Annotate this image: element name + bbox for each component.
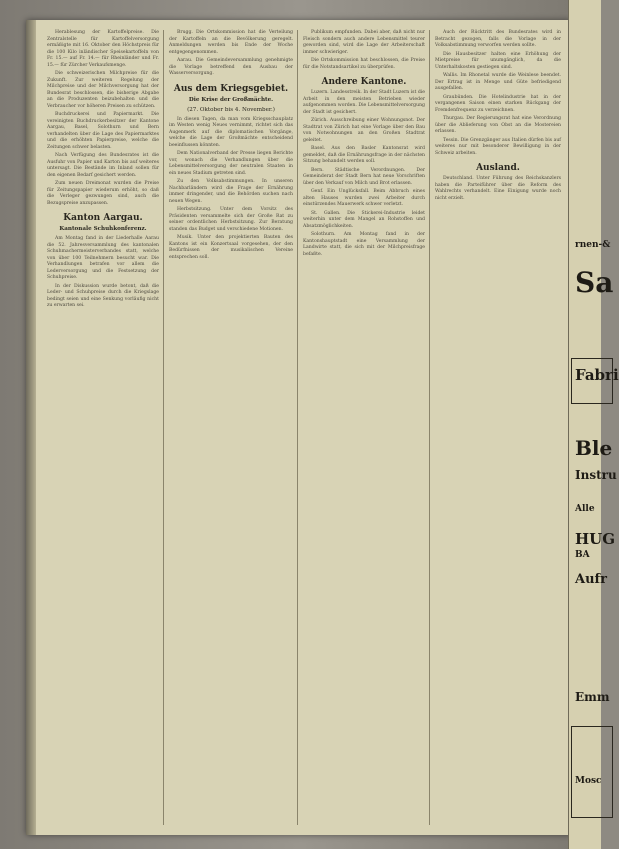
article-paragraph: Die schweizerischen Milchpreise für die Zukunft. Zur weiteren Regelung der Milchpreise und der Milchversorgung hat der Bundesrat beschlossen, die bisherige Abgabe an die Produzenten beizubehalten und die Verbraucher vor höheren Preisen zu schützen. [47, 71, 159, 109]
article-paragraph: Herbstsitzung. Unter dem Vorsitz des Präsidenten versammelte sich der Große Rat zu seiner ordentlichen Herbstsitzung. Zur Beratung standen das Budget und verschiedene Motionen. [169, 207, 293, 232]
article-paragraph: Am Montag fand in der Liederhalle Aarau die 52. Jahresversammlung des kantonalen Schuhmachermeisterverbandes statt, welche von über 100 Teilnehmern besucht war. Die Verhandlungen betrafen vor allem die Lederversorgung und die Festsetzung der Schuhpreise. [47, 236, 159, 280]
ad-text: Instru [575, 468, 617, 482]
article-paragraph: Herablesung der Kartoffelpreise. Die Zentralstelle für Kartoffelversorgung ermäßigte mit 16. Oktober den Höchstpreis für die 100 Kilo inländischer Speisekartoffeln von Fr. 15.— auf Fr. 14.— für Rheinländer und Fr. 15.— für Zürcher Verkaufsmenge. [47, 30, 159, 68]
article-paragraph: Aarau. Die Gemeindeversammlung genehmigte die Vorlage betreffend den Ausbau der Wasserversorgung. [169, 58, 293, 76]
article-paragraph: Graubünden. Die Hotelindustrie hat in der vergangenen Saison einen starken Rückgang der Fremdenfrequenz zu verzeichnen. [435, 94, 561, 113]
newspaper-page [26, 20, 571, 835]
article-paragraph: Buchdruckerei und Papiermarkt. Die vereinigten Buchdruckerbesitzer der Kantone Aargau, Basel, Solothurn und Bern verhandelten über die Lage des Papiermarktes und die erhöhten Papierpreise, welche die Zeitungen schwer belasten. [47, 112, 159, 150]
ad-text: BA [575, 550, 590, 560]
section-heading: Ausland. [476, 163, 520, 173]
article-paragraph: In diesen Tagen, da man vom Kriegsschauplatz im Westen wenig Neues vernimmt, richtet sich das Augenmerk auf die diplomatischen Vorgänge, welche die Lage der Großmächte entscheidend beeinflussen könnten. [169, 116, 293, 148]
article-paragraph: Die Ortskommission hat beschlossen, die Preise für die Notstandsartikel zu überprüfen. [303, 58, 425, 70]
article-paragraph: Zürich. Ausschreibung einer Wohnungsnot. Der Stadtrat von Zürich hat eine Vorlage über den Bau von Notwohnungen an den Großen Stadtrat geleitet. [303, 118, 425, 143]
column-4 [435, 30, 561, 827]
article-paragraph: Zum neuen Dreimonat wurden die Preise für Zeitungspapier wiederum erhöht, so daß die Verleger gezwungen sind, auch die Bezugspreise anzupassen. [47, 181, 159, 206]
article-paragraph: Deutschland. Unter Führung des Reichskanzlers haben die Parteiführer über die Reform des Wahlrechts verhandelt. Eine Einigung wurde noch nicht erzielt. [435, 176, 561, 201]
article-paragraph: Wallis. Im Rhonetal wurde die Weinlese beendet. Der Ertrag ist in Menge und Güte befriedigend ausgefallen. [435, 73, 561, 91]
article-paragraph: St. Gallen. Die Stickerei-Industrie leidet weiterhin unter dem Mangel an Rohstoffen und Absatzmöglichkeiten. [303, 210, 425, 229]
article-paragraph: Bern. Städtische Verordnungen. Der Gemeinderat der Stadt Bern hat neue Vorschriften über den Verkauf von Milch und Brot erlassen. [303, 167, 425, 186]
article-paragraph: Zu den Volksabstimmungen. In unseren Nachbarländern wird die Frage der Ernährung immer dringender, und die Behörden suchen nach neuen Wegen. [169, 179, 293, 204]
ad-text: Mosc [575, 776, 602, 786]
article-paragraph: Dem Nationalverband der Presse liegen Berichte vor, wonach die Verhandlungen über die Lebensmittelversorgung der neutralen Staaten in ein neues Stadium getreten sind. [169, 151, 293, 176]
ad-text: Fabri [575, 366, 619, 384]
section-subheading: Die Krise der Großmächte. [188, 96, 274, 103]
article-paragraph: In der Diskussion wurde betont, daß die Leder- und Schuhpreise durch die Kriegslage bedingt seien und eine Senkung vorläufig nicht zu erwarten sei. [47, 283, 159, 308]
column-divider [297, 30, 298, 825]
article-paragraph: Thurgau. Der Regierungsrat hat eine Verordnung über die Ablieferung von Obst an die Mostereien erlassen. [435, 116, 561, 134]
ad-text: Aufr [575, 572, 607, 587]
section-heading: Aus dem Kriegsgebiet. [173, 83, 289, 94]
column-divider [429, 30, 430, 825]
section-heading: Kanton Aargau. [63, 213, 143, 223]
ad-text: Ble [575, 436, 613, 460]
column-2 [169, 30, 293, 827]
section-heading: Andere Kantone. [321, 77, 407, 87]
column-divider [163, 30, 164, 825]
ad-text: Alle [575, 504, 595, 514]
article-paragraph: Genf. Ein Unglücksfall. Beim Abbruch eines alten Hauses wurden zwei Arbeiter durch einstürzendes Mauerwerk schwer verletzt. [303, 189, 425, 207]
ad-box [571, 726, 613, 818]
article-paragraph: Nach Verfügung des Bundesrates ist die Ausfuhr von Papier und Karton bis auf weiteres untersagt. Die Bestände im Inland sollen für den eigenen Bedarf gesichert werden. [47, 153, 159, 178]
page-binding [26, 20, 36, 835]
article-paragraph: Solothurn. Am Montag fand in der Kantonshauptstadt eine Versammlung der Landwirte statt, die sich mit der Milchpreisfrage befaßte. [303, 232, 425, 257]
ad-text: rnen-& [575, 240, 611, 250]
ad-text: Emm [575, 690, 610, 704]
date-line: (27. Oktober bis 4. November.) [187, 106, 275, 113]
article-paragraph: Brugg. Die Ortskommission hat die Verteilung der Kartoffeln an die Bevölkerung geregelt. Anmeldungen werden bis Ende der Woche entgegengenommen. [169, 30, 293, 55]
article-paragraph: Tessin. Die Grenzgänger aus Italien dürfen bis auf weiteres nur mit besonderer Bewilligung in der Schweiz arbeiten. [435, 137, 561, 156]
ad-text: HUG [575, 530, 616, 548]
article-paragraph: Basel. Aus den Basler Kantonsrat wird gemeldet, daß die Ernährungsfrage in der nächsten Sitzung behandelt werden soll. [303, 146, 425, 164]
adjacent-page-strip [568, 0, 619, 849]
column-3 [303, 30, 425, 827]
article-paragraph: Publikum empfunden. Dabei aber, daß nicht nur Fleisch sondern auch andere Lebensmittel teurer geworden sind, wird die Lage der Arbeiterschaft immer schwieriger. [303, 30, 425, 55]
article-paragraph: Musik. Unter den projektierten Bauten des Kantons ist ein Konzertsaal vorgesehen, der den Bedürfnissen der musikalischen Vereine entsprechen soll. [169, 235, 293, 260]
article-paragraph: Luzern. Landesstreik. In der Stadt Luzern ist die Arbeit in den meisten Betrieben wieder aufgenommen worden. Die Lebensmittelversorgung der Stadt ist gesichert. [303, 90, 425, 115]
article-paragraph: Die Hausbesitzer halten eine Erhöhung der Mietpreise für unumgänglich, da die Unterhaltskosten gestiegen sind. [435, 51, 561, 70]
article-paragraph: Auch der Rücktritt des Bundesrates wird in Betracht gezogen, falls die Vorlage in der Volksabstimmung verworfen werden sollte. [435, 30, 561, 48]
ad-text: Sa [575, 266, 614, 299]
column-1 [47, 30, 159, 827]
section-subheading: Kantonale Schuhkonferenz. [59, 226, 147, 232]
